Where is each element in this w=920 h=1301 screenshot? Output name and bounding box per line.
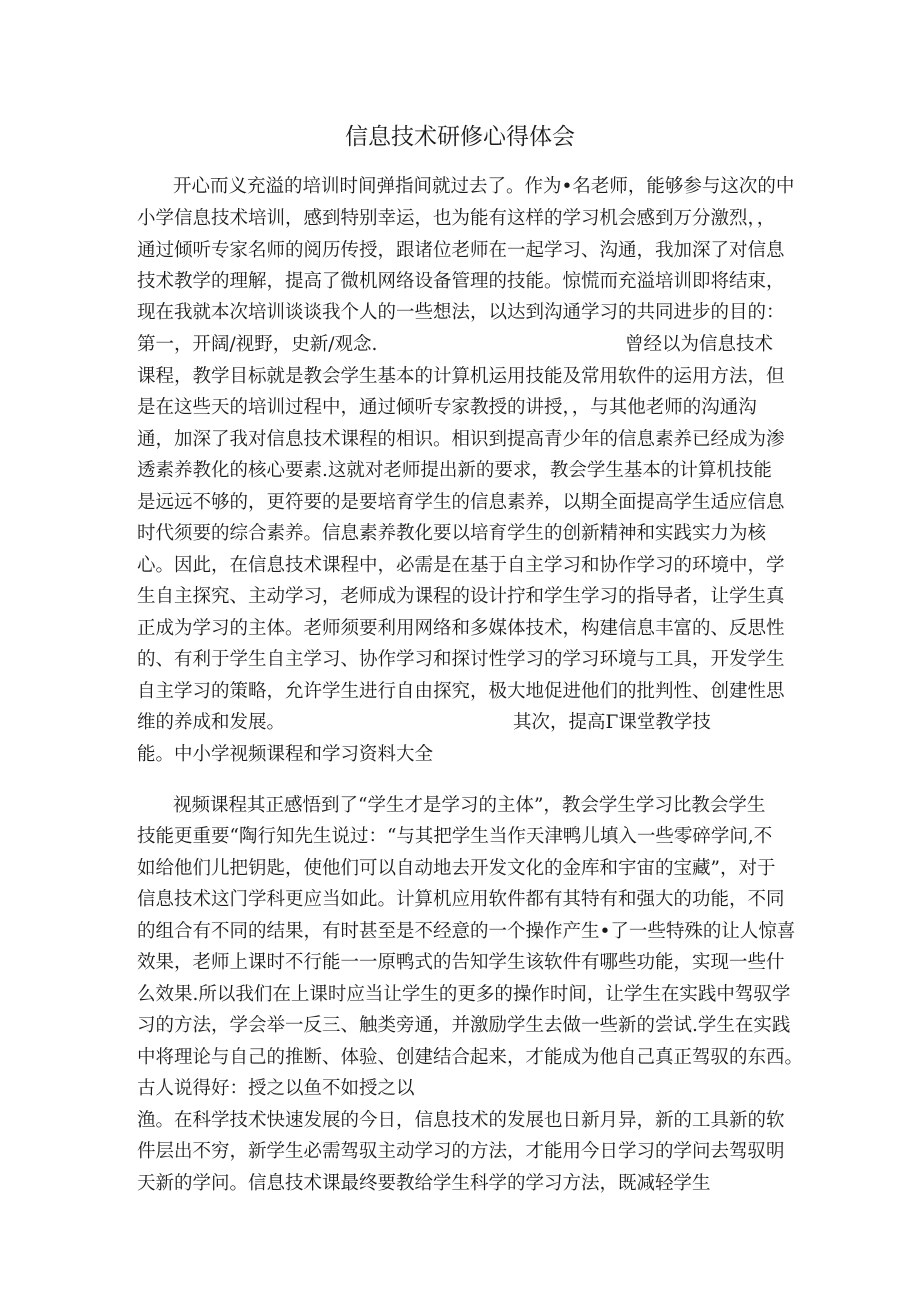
paragraph-line: 第一，开阔/视野，史新/观念. <box>137 334 378 355</box>
paragraph-line: 小学信息技术培训，感到特别幸运，也为能有这样的学习机会感到万分激烈，， <box>137 208 776 229</box>
paragraph-line: 的组合有不同的结果，有时甚至是不经意的一个操作产生•了一些特殊的让人惊喜 <box>137 921 796 942</box>
paragraph-line: 视频课程其正感悟到了“学生才是学习的主体”，教会学生学习比教会学生 <box>173 795 766 816</box>
paragraph-line: 如给他们儿把钥匙，使他们可以自动地去开发文化的金库和宇宙的宝藏”，对于 <box>137 858 776 879</box>
paragraph-line: 古人说得好：授之以鱼不如授之以 <box>137 1078 415 1099</box>
paragraph-line: 通过倾听专家名师的阅历传授，跟诸位老师在一起学习、沟通，我加深了对信息 <box>137 240 785 261</box>
paragraph-line: 中将理论与自己的推断、体验、创建结合起来，才能成为他自己真正驾驭的东西。 <box>137 1047 804 1068</box>
paragraph-line: 么效果.所以我们在上课时应当让学生的更多的操作时间，让学生在实践中驾驭学 <box>137 984 791 1005</box>
paragraph-line: 件层出不穷，新学生必需驾驭主动学习的方法，才能用今日学习的学问去驾驭明 <box>137 1141 785 1162</box>
paragraph-line: 通，加深了我对信息技术课程的相识。相识到提高青少年的信息素养已经成为渗 <box>137 429 785 450</box>
paragraph-line: 信息技术这门学科更应当如此。计算机应用软件都有其特有和强大的功能，不同 <box>137 889 785 910</box>
paragraph-line: 生自主探究、主动学习，老师成为课程的设计拧和学生学习的指导者，让学生真 <box>137 586 785 607</box>
paragraph-line: 技能更重要“陶行知先生说过：“与其把学生当作天津鸭儿填入一些零碎学问,不 <box>137 826 773 847</box>
paragraph-line: 是远远不够的，更符要的是要培育学生的信息素养，以期全面提高学生适应信息 <box>137 492 785 513</box>
paragraph-line: 是在这些天的培训过程中，通过倾听专家教授的讲授，，与其他老师的沟通沟 <box>137 397 757 418</box>
paragraph-line: 习的方法，学会举一反三、触类旁通，并激励学生去做一些新的尝试.学生在实践 <box>137 1015 791 1036</box>
paragraph-line: 课程，教学目标就是教会学生基本的计算机运用技能及常用软件的运用方法，但 <box>137 366 785 387</box>
paragraph-line: 自主学习的策略，允许学生进行自由探究，极大地促进他们的批判性、创建性思 <box>137 681 785 702</box>
paragraph-line-tail: 其次，提高Γ课堂教学技 <box>513 712 711 733</box>
paragraph-line: 天新的学问。信息技术课最终要教给学生科学的学习方法，既减轻学生 <box>137 1173 711 1194</box>
paragraph-line: 现在我就本次培训谈谈我个人的一些想法，以达到沟通学习的共同进步的目的： <box>137 302 785 323</box>
paragraph-line: 效果，老师上课时不行能一一原鸭式的告知学生该软件有哪些功能，实现一些什 <box>137 952 785 973</box>
paragraph-line: 时代须要的综合素养。信息素养教化要以培育学生的创新精神和实践实力为核 <box>137 523 767 544</box>
paragraph-line: 维的养成和发展。 <box>137 712 286 733</box>
paragraph-line: 透素养教化的核心要素.这就对老师提出新的要求，教会学生基本的计算机技能 <box>137 460 772 481</box>
paragraph-line: 心。因此，在信息技术课程中，必需是在基于自主学习和协作学习的环境中，学 <box>137 555 785 576</box>
paragraph-line: 的、有利于学生自主学习、协作学习和探讨性学习的学习环境与工具，开发学生 <box>137 649 785 670</box>
paragraph-line: 技术教学的理解，提高了微机网络设备管理的技能。惊慌而充溢培训即将结束， <box>137 271 785 292</box>
paragraph-line-tail: 曾经以为信息技术 <box>625 334 774 355</box>
paragraph-line: 开心而义充溢的培训时间弹指间就过去了。作为•名老师，能够参与这次的中 <box>173 176 795 197</box>
paragraph-line: 渔。在科学技术快速发展的今日，信息技术的发展也日新月异，新的工具新的软 <box>137 1110 785 1131</box>
paragraph-line: 能。中小学视频课程和学习资料大全 <box>137 744 434 765</box>
paragraph-line: 正成为学习的主体。老师须要利用网络和多媒体技术，构建信息丰富的、反思性 <box>137 618 785 639</box>
document-title: 信息技术研修心得体会 <box>345 124 575 150</box>
